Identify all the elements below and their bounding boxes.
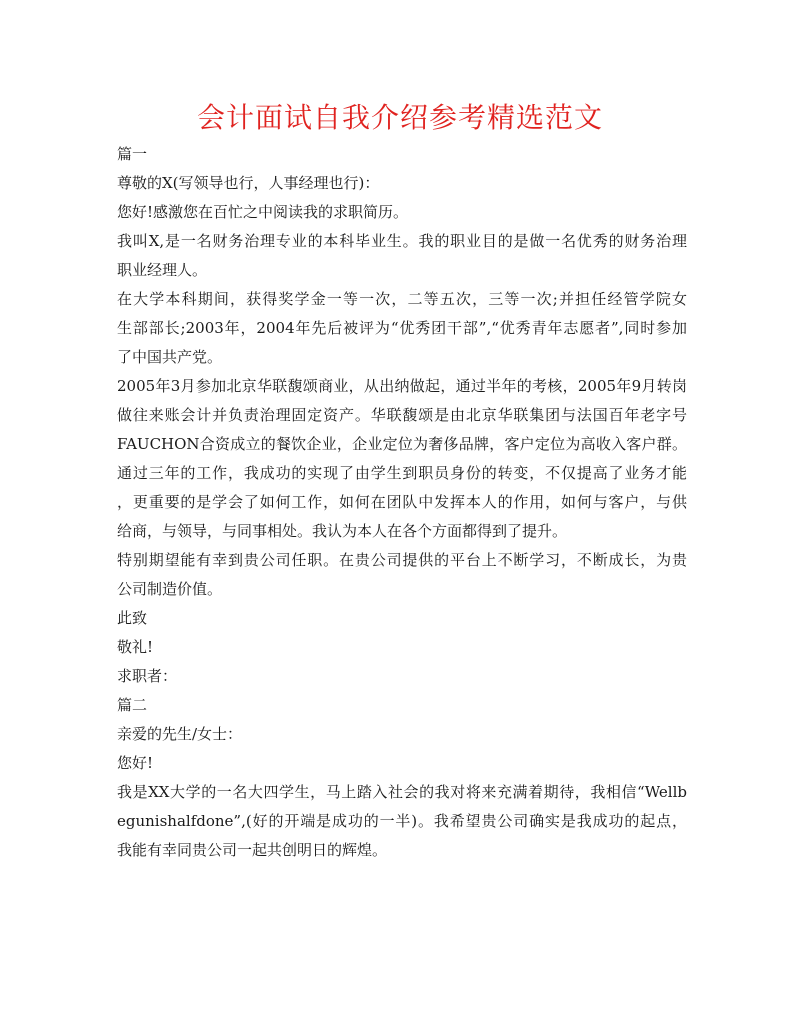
body-line: 给商，与领导，与同事相处。我认为本人在各个方面都得到了提升。	[117, 522, 568, 540]
body-line: 亲爱的先生/女士：	[117, 725, 243, 743]
document-title: 会计面试自我介绍参考精选范文	[196, 101, 603, 134]
body-line: 通过三年的工作，我成功的实现了由学生到职员身份的转变，不仅提高了业务才能	[117, 464, 687, 482]
body-line: ，更重要的是学会了如何工作，如何在团队中发挥本人的作用，如何与客户，与供	[117, 493, 687, 511]
body-line: 我叫X,是一名财务治理专业的本科毕业生。我的职业目的是做一名优秀的财务治理	[117, 232, 687, 250]
body-line: 您好!	[117, 754, 154, 772]
body-line: 尊敬的X(写领导也行，人事经理也行)：	[117, 174, 380, 192]
body-line: 在大学本科期间，获得奖学金一等一次，二等五次，三等一次;并担任经管学院女	[117, 290, 687, 308]
document-body	[117, 140, 687, 865]
body-line: 敬礼!	[117, 638, 154, 656]
body-line: 求职者：	[117, 667, 178, 685]
body-line: 篇二	[117, 696, 148, 714]
body-line: 2005年3月参加北京华联馥颂商业，从出纳做起，通过半年的考核，2005年9月转岗	[117, 377, 687, 395]
body-line: 我能有幸同贵公司一起共创明日的辉煌。	[117, 841, 388, 859]
body-line: 了中国共产党。	[117, 348, 223, 366]
body-line: 生部部长;2003年，2004年先后被评为“优秀团干部”,“优秀青年志愿者”,同时参加	[117, 319, 687, 337]
body-line: 您好!感激您在百忙之中阅读我的求职简历。	[117, 203, 409, 221]
body-line: 做往来账会计并负责治理固定资产。华联馥颂是由北京华联集团与法国百年老字号	[117, 406, 687, 424]
body-line: 特别期望能有幸到贵公司任职。在贵公司提供的平台上不断学习，不断成长，为贵	[117, 551, 687, 569]
body-line: 职业经理人。	[117, 261, 208, 279]
body-line: 此致	[117, 609, 148, 627]
body-line: FAUCHON合资成立的餐饮企业，企业定位为奢侈品牌，客户定位为高收入客户群。	[117, 435, 687, 453]
body-line: 我是XX大学的一名大四学生，马上踏入社会的我对将来充满着期待，我相信“Wellb	[117, 783, 687, 801]
body-line: egunishalfdone”,(好的开端是成功的一半)。我希望贵公司确实是我成功的起点，	[117, 812, 687, 830]
body-line: 篇一	[117, 145, 148, 163]
body-line: 公司制造价值。	[117, 580, 223, 598]
